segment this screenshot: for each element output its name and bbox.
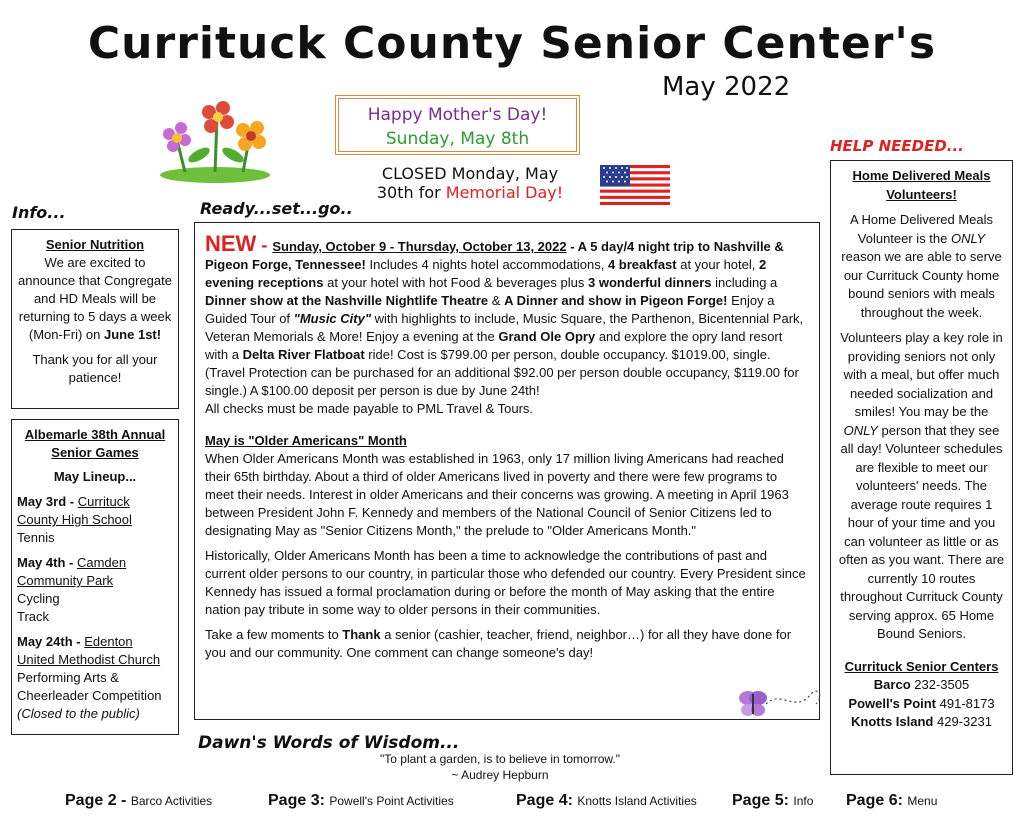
footer-page-item: Page 2 - Barco Activities xyxy=(65,792,213,809)
quote-author: ~ Audrey Hepburn xyxy=(451,768,549,782)
nutrition-start-date: June 1st! xyxy=(104,327,162,342)
help-needed-box xyxy=(830,160,1013,775)
games-event-date: May 24th xyxy=(17,634,73,649)
newsletter-title: Currituck County Senior Center's xyxy=(87,18,937,69)
centers-heading: Currituck Senior Centers xyxy=(844,658,999,674)
help-para1: A Home Delivered Meals Volunteer is the ONLY reason we are able to serve our Currituck County home bound seniors with meals throughout the week. xyxy=(841,212,1002,320)
older-americans-para3: Take a few moments to Thank a senior (cashier, teacher, friend, neighbor…) for all they have done for you and our community. One comment can change someone's day! xyxy=(205,627,792,660)
mothers-day-greeting: Happy Mother's Day! xyxy=(367,105,548,125)
games-closed-note: (Closed to the public) xyxy=(17,706,140,721)
games-event-place: Camden Community Park xyxy=(17,555,127,588)
trip-dates: Sunday, October 9 - Thursday, October 13, 2022 xyxy=(272,239,567,254)
footer-page-item: Page 6: Menu xyxy=(846,792,938,809)
games-event-place: Edenton United Methodist Church xyxy=(17,634,161,667)
games-event-date: May 3rd xyxy=(17,494,67,509)
older-americans-para1: When Older Americans Month was established in 1963, only 17 million living Americans had reached their 65th birthday. About a third of older Americans lived in poverty and there were few programs to meet their needs. Interest in older Americans and their concerns was growing. A meeting in April 1963 between President John F. Kennedy and members of the National Council of Senior Citizens led to designating May as "Senior Citizens Month," the prelude to "Older Americans Month." xyxy=(205,451,789,538)
new-label: NEW xyxy=(205,231,257,256)
senior-games-heading: Albemarle 38th Annual Senior Games xyxy=(24,427,166,460)
butterfly-icon xyxy=(736,684,826,734)
senior-nutrition-body: We are excited to announce that Congregate and HD Meals will be returning to 5 days a week (Mon-Fri) on June 1st! xyxy=(18,255,172,342)
wisdom-section-label: Dawn's Words of Wisdom... xyxy=(198,733,460,753)
closed-notice xyxy=(350,164,590,202)
closed-notice-text: 30th for xyxy=(376,183,446,202)
senior-games-box xyxy=(11,419,179,735)
newsletter-date: May 2022 xyxy=(662,72,791,102)
closed-notice-line1: CLOSED Monday, May xyxy=(381,164,559,183)
games-event-date: May 4th xyxy=(17,555,66,570)
page-index-footer xyxy=(0,792,1024,818)
center-contact: Knotts Island 429-3231 xyxy=(851,714,992,729)
older-americans-heading: May is "Older Americans" Month xyxy=(205,433,407,448)
senior-nutrition-heading: Senior Nutrition xyxy=(45,237,145,252)
ready-section-label: Ready...set...go.. xyxy=(200,199,353,218)
memorial-day-text: Memorial Day! xyxy=(445,183,564,202)
games-event-activities: Cycling Track xyxy=(17,591,60,624)
footer-page-item: Page 4: Knotts Island Activities xyxy=(516,792,697,809)
wisdom-quote xyxy=(340,751,660,783)
center-contact: Barco 232-3505 xyxy=(873,677,970,692)
senior-games-lineup: May Lineup... xyxy=(53,469,137,484)
games-event: May 4th - Camden Community Park Cycling Track xyxy=(17,554,173,626)
quote-text: "To plant a garden, is to believe in tomorrow." xyxy=(380,752,620,766)
trip-announcement: NEW - Sunday, October 9 - Thursday, October 13, 2022 - A 5 day/4 night trip to Nashville & Pigeon Forge, Tennessee! Includes 4 nights hotel accommodations, 4 breakfast at your hotel, 2 evening receptions at your hotel with hot Food & beverages plus 3 wonderful dinners including a Dinner show at the Nashville Nightlife Theatre & A Dinner and show in Pigeon Forge! Enjoy a Guided Tour of "Music City" with highlights to include, Music Square, the Parthenon, Bicentennial Park, Veteran Memorials & More! Enjoy a evening at the Grand Ole Opry and explore the opry land resort with a Delta River Flatboat ride! Cost is $799.00 per person, double occupancy. $1019.00, single. (Travel Protection can be purchased for an additional $92.00 per person double occupancy, $119.00 for single.) A $100.00 deposit per person is due by June 24th! All checks must be made payable to PML Travel & Tours. xyxy=(205,235,809,418)
info-section-label: Info... xyxy=(12,203,66,222)
senior-nutrition-thanks: Thank you for all your patience! xyxy=(32,352,158,385)
games-event-activities: Performing Arts & Cheerleader Competition xyxy=(17,670,162,703)
us-flag-icon xyxy=(600,165,670,205)
games-event: May 3rd - Currituck County High School Tennis xyxy=(17,493,173,547)
trip-payment-note: All checks must be made payable to PML Travel & Tours. xyxy=(205,401,534,416)
mothers-day-banner xyxy=(335,95,580,155)
senior-nutrition-box xyxy=(11,229,179,409)
games-event: May 24th - Edenton United Methodist Church Performing Arts & Cheerleader Competition xyxy=(17,633,173,705)
main-article-box xyxy=(194,222,820,720)
help-needed-label: HELP NEEDED... xyxy=(830,137,964,155)
help-heading: Home Delivered Meals Volunteers! xyxy=(852,168,991,202)
games-event-place: Currituck County High School xyxy=(17,494,132,527)
footer-page-item: Page 3: Powell's Point Activities xyxy=(268,792,454,809)
games-event-activities: Tennis xyxy=(17,530,55,545)
help-para2: Volunteers play a key role in providing seniors not only with a meal, but offer much needed socialization and smiles! You may be the ONLY person that they see all day! Volunteer schedules are flexible to meet our volunteers' needs. The average route requires 1 hour of your time and you can volunteer as little or as often as you want. There are currently 10 routes throughout Currituck County serving approx. 65 Home Bound Seniors. xyxy=(838,330,1005,641)
flowers-illustration xyxy=(155,100,275,185)
footer-page-item: Page 5: Info xyxy=(732,792,814,809)
older-americans-para2: Historically, Older Americans Month has been a time to acknowledge the contributions of past and current older persons to our country, in particular those who defended our country. Every President since Kennedy has issued a formal proclamation during or before the month of May asking that the entire nation pay tribute in some way to older persons in their communities. xyxy=(205,548,806,617)
closed-notice-line2 xyxy=(350,183,590,202)
mothers-day-date: Sunday, May 8th xyxy=(385,129,530,149)
center-contact: Powell's Point 491-8173 xyxy=(848,695,995,711)
